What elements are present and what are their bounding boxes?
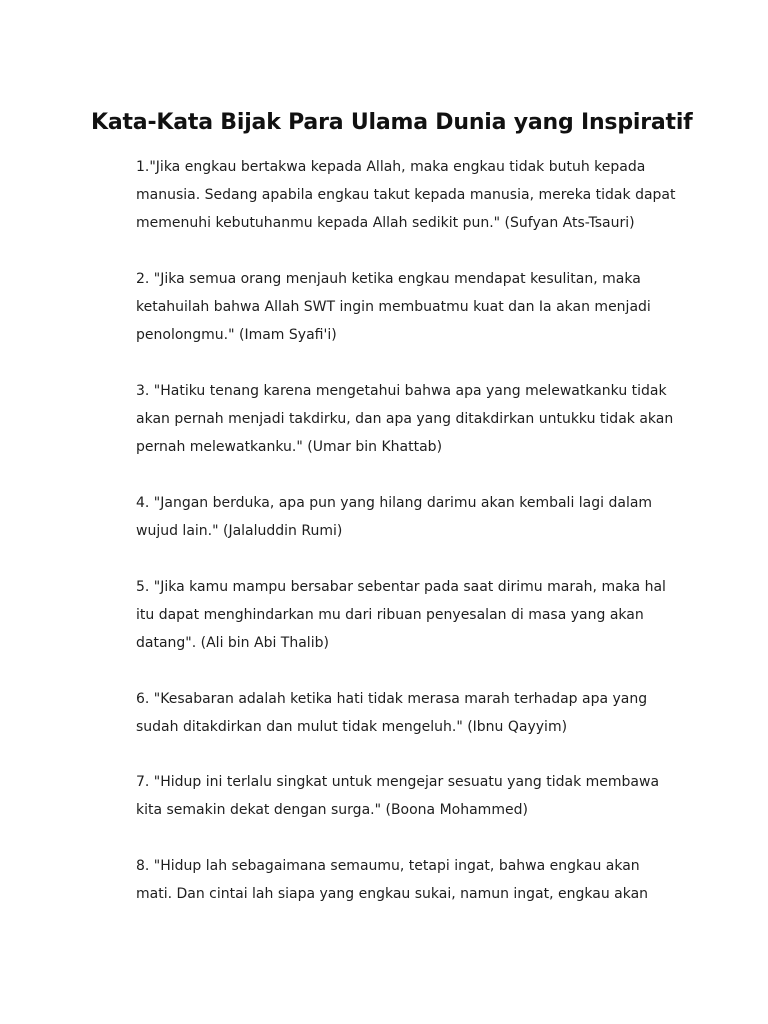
quote-3 [136, 377, 673, 461]
quote-line: 7. "Hidup ini terlalu singkat untuk mengejar sesuatu yang tidak membawa [136, 774, 660, 790]
quote-line: 8. "Hidup lah sebagaimana semaumu, tetapi ingat, bahwa engkau akan [136, 858, 640, 874]
quote-7 [136, 768, 659, 824]
quote-6 [136, 685, 647, 741]
quote-line: itu dapat menghindarkan mu dari ribuan penyesalan di masa yang akan [136, 607, 644, 623]
quote-line: 1."Jika engkau bertakwa kepada Allah, maka engkau tidak butuh kepada [136, 159, 646, 175]
quote-line: ketahuilah bahwa Allah SWT ingin membuatmu kuat dan Ia akan menjadi [136, 299, 651, 315]
quote-line: sudah ditakdirkan dan mulut tidak mengeluh." (Ibnu Qayyim) [136, 719, 568, 735]
quote-1 [136, 153, 676, 237]
quote-8 [136, 852, 648, 908]
quote-line: 5. "Jika kamu mampu bersabar sebentar pada saat dirimu marah, maka hal [136, 579, 666, 595]
quote-line: 4. "Jangan berduka, apa pun yang hilang darimu akan kembali lagi dalam [136, 495, 653, 511]
quote-line: mati. Dan cintai lah siapa yang engkau sukai, namun ingat, engkau akan [136, 886, 649, 902]
quote-line: memenuhi kebutuhanmu kepada Allah sedikit pun." (Sufyan Ats-Tsauri) [136, 215, 635, 231]
quote-5 [136, 573, 666, 657]
quote-2 [136, 265, 651, 349]
quote-line: kita semakin dekat dengan surga." (Boona Mohammed) [136, 802, 528, 818]
quote-line: 2. "Jika semua orang menjauh ketika engkau mendapat kesulitan, maka [136, 271, 641, 287]
quote-line: 6. "Kesabaran adalah ketika hati tidak merasa marah terhadap apa yang [136, 691, 648, 707]
quote-line: penolongmu." (Imam Syafi'i) [136, 327, 337, 343]
quote-line: datang". (Ali bin Abi Thalib) [136, 635, 329, 651]
quote-line: 3. "Hatiku tenang karena mengetahui bahwa apa yang melewatkanku tidak [136, 383, 667, 399]
quote-4 [136, 489, 652, 545]
quote-line: manusia. Sedang apabila engkau takut kepada manusia, mereka tidak dapat [136, 187, 676, 203]
quote-line: akan pernah menjadi takdirku, dan apa yang ditakdirkan untukku tidak akan [136, 411, 674, 427]
document-title: Kata-Kata Bijak Para Ulama Dunia yang Inspiratif [91, 110, 693, 135]
quote-line: pernah melewatkanku." (Umar bin Khattab) [136, 439, 443, 455]
quote-line: wujud lain." (Jalaluddin Rumi) [136, 523, 343, 539]
